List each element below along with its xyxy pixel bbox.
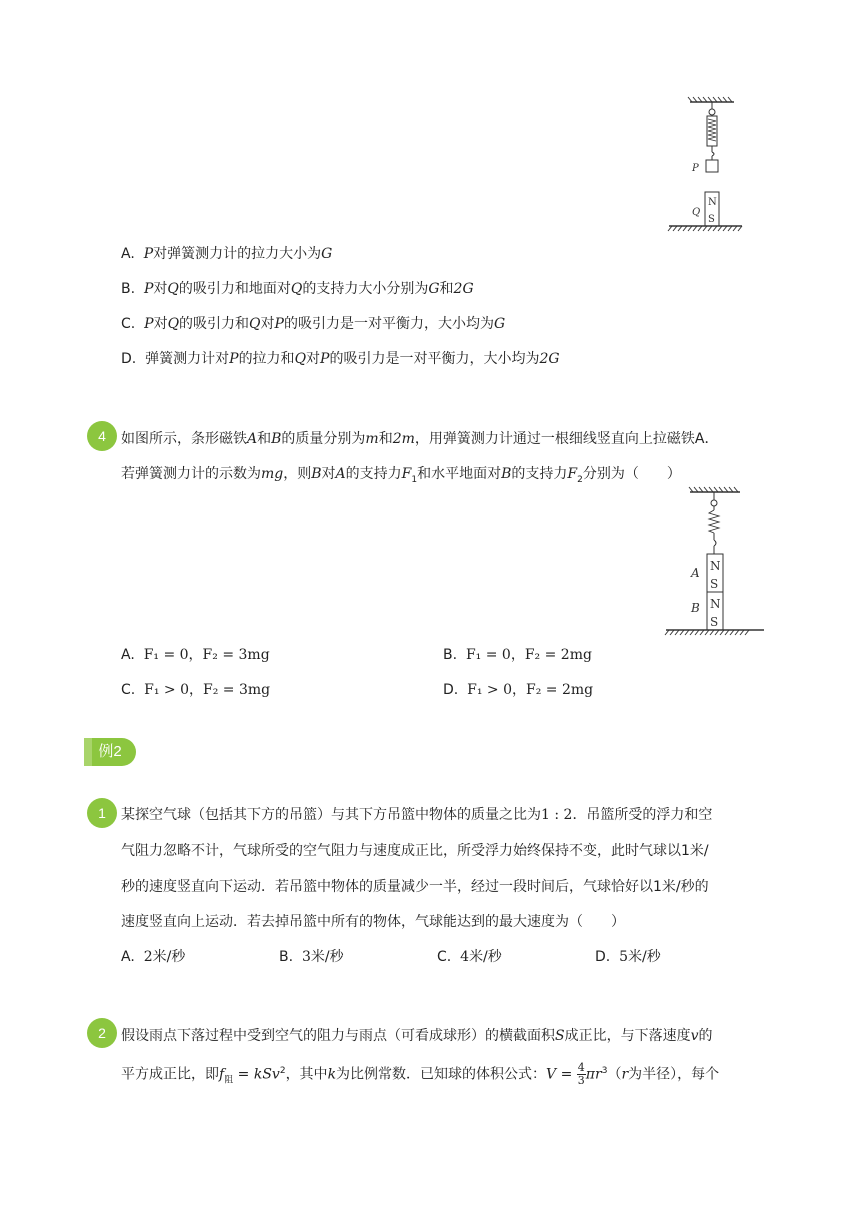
figure-label-p: P <box>692 163 699 174</box>
fraction-four-thirds: $\frac{4}{3}$ <box>577 1061 585 1088</box>
q4-option-b[interactable]: B. F₁ = 0，F₂ = 2mg <box>443 647 592 663</box>
ex2-q2-stem-line-2: 平方成正比，即$f_阻 = kSv^2$，其中k为比例常数．已知球的体积公式：V = $\frac{4}{3}$ $\pi r^3(r$为半径），每个 <box>121 1061 720 1088</box>
spring-magnet-figure-pq <box>664 96 744 236</box>
q4-option-a[interactable]: A. F₁ = 0，F₂ = 3mg <box>121 647 270 663</box>
spring-magnet-figure-ab <box>662 486 768 638</box>
figure-label-n: N <box>708 197 717 208</box>
question-number-badge: 4 <box>87 421 117 451</box>
q3-option-c[interactable]: C. P对Q的吸引力和Q对P的吸引力是一对平衡力，大小均为G <box>121 316 506 332</box>
figure-label-q: Q <box>692 207 701 218</box>
example-tag: 例2 <box>84 738 136 766</box>
ex2-q1-stem-line-3: 秒的速度竖直向下运动．若吊篮中物体的质量减少一半，经过一段时间后，气球恰好以1米/秒的 <box>121 879 709 895</box>
ex2-q1-option-b[interactable]: B. 3米/秒 <box>279 949 344 965</box>
ex2-q1-option-c[interactable]: C. 4米/秒 <box>437 949 502 965</box>
question-number-badge: 1 <box>87 798 117 828</box>
figure-label-n-a: N <box>710 559 721 573</box>
figure-label-a: A <box>691 566 700 580</box>
q4-stem-line-1: 如图所示，条形磁铁A和B的质量分别为m和2m，用弹簧测力计通过一根细线竖直向上拉磁铁A． <box>121 431 719 447</box>
q4-option-c[interactable]: C. F₁ > 0，F₂ = 3mg <box>121 682 271 698</box>
q4-stem-line-2: 若弹簧测力计的示数为mg，则B对A的支持力$F_1$和水平地面对B的支持力$F_2$分别为（ ） <box>121 466 681 485</box>
ex2-q1-stem-line-1: 某探空气球（包括其下方的吊篮）与其下方吊篮中物体的质量之比为1 : 2．吊篮所受的浮力和空 <box>121 807 713 823</box>
question-number-badge: 2 <box>87 1018 117 1048</box>
ex2-q1-stem-line-2: 气阻力忽略不计，气球所受的空气阻力与速度成正比，所受浮力始终保持不变，此时气球以1米/ <box>121 843 709 859</box>
figure-label-s: S <box>708 214 715 225</box>
ex2-q1-option-d[interactable]: D. 5米/秒 <box>595 949 661 965</box>
q3-option-b[interactable]: B. P对Q的吸引力和地面对Q的支持力大小分别为G和2G <box>121 281 474 297</box>
figure-label-s-a: S <box>710 577 719 591</box>
figure-label-b: B <box>691 601 700 615</box>
ex2-q2-stem-line-1: 假设雨点下落过程中受到空气的阻力与雨点（可看成球形）的横截面积S成正比，与下落速度v的 <box>121 1028 713 1044</box>
figure-label-n-b: N <box>710 597 721 611</box>
q3-option-a[interactable]: A. P对弹簧测力计的拉力大小为G <box>121 246 333 262</box>
q3-option-d[interactable]: D. 弹簧测力计对P的拉力和Q对P的吸引力是一对平衡力，大小均为2G <box>121 351 560 367</box>
ex2-q1-stem-line-4: 速度竖直向上运动．若去掉吊篮中所有的物体，气球能达到的最大速度为（ ） <box>121 914 625 930</box>
q4-option-d[interactable]: D. F₁ > 0，F₂ = 2mg <box>443 682 594 698</box>
figure-label-s-b: S <box>710 615 719 629</box>
ex2-q1-option-a[interactable]: A. 2米/秒 <box>121 949 186 965</box>
